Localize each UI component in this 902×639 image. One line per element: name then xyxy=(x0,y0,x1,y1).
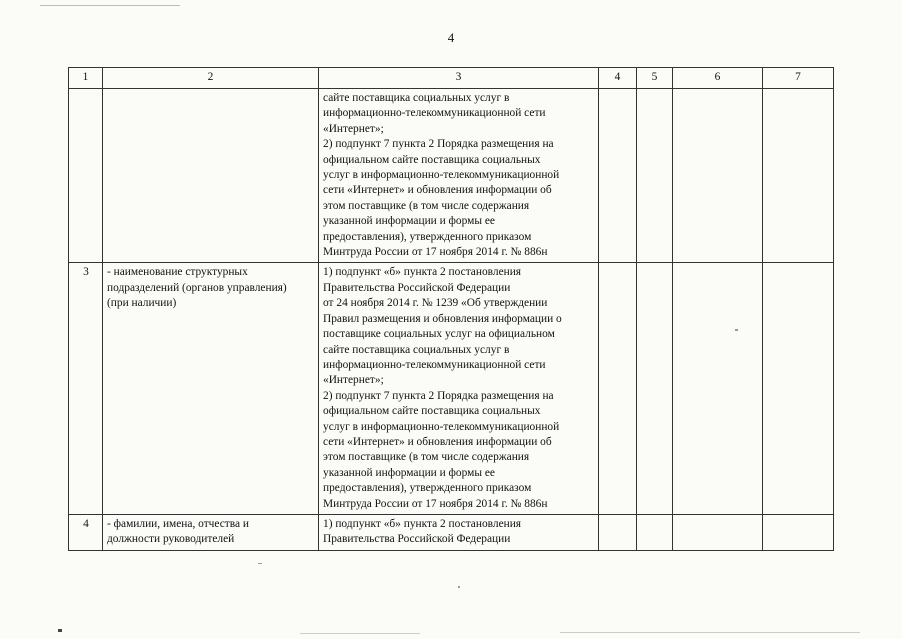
column-header: 1 xyxy=(69,68,103,89)
empty-cell xyxy=(763,89,834,263)
text-line: поставщике социальных услуг на официальном xyxy=(323,328,555,341)
text-line: сайте поставщика социальных услуг в xyxy=(323,92,510,104)
empty-cell xyxy=(673,263,763,515)
empty-cell xyxy=(599,89,637,263)
column-header: 6 xyxy=(673,68,763,89)
text-line: сайте поставщика социальных услуг в xyxy=(323,343,510,356)
text-line: указанной информации и формы ее xyxy=(323,466,495,479)
text-line: (при наличии) xyxy=(107,297,177,310)
text-line: предоставления), утвержденного приказом xyxy=(323,482,532,495)
text-line: Минтруда России от 17 ноября 2014 г. № 886н xyxy=(323,246,548,259)
legal-basis-cell xyxy=(319,89,599,263)
column-header: 2 xyxy=(103,68,319,89)
text-line: 2) подпункт 7 пункта 2 Порядка размещения на xyxy=(323,389,554,402)
scan-speck xyxy=(735,329,738,331)
text-line: 1) подпункт «б» пункта 2 постановления xyxy=(323,517,522,530)
text-line: информационно-телекоммуникационной сети xyxy=(323,358,546,371)
empty-cell xyxy=(673,89,763,263)
empty-cell xyxy=(763,514,834,550)
empty-cell xyxy=(637,263,673,515)
text-line: 1) подпункт «б» пункта 2 постановления xyxy=(323,266,522,279)
row-number: 3 xyxy=(69,263,103,515)
table-header-row xyxy=(69,68,834,89)
item-cell xyxy=(103,89,319,263)
text-line: услуг в информационно-телекоммуникационной xyxy=(323,420,560,433)
legal-basis-cell xyxy=(319,263,599,515)
text-line: этом поставщике (в том числе содержания xyxy=(323,451,530,464)
row-number xyxy=(69,89,103,263)
text-line: подразделений (органов управления) xyxy=(107,281,287,294)
text-line: от 24 ноября 2014 г. № 1239 «Об утверждении xyxy=(323,297,548,310)
table-row xyxy=(69,263,834,515)
column-header: 4 xyxy=(599,68,637,89)
page-number: 4 xyxy=(447,30,455,45)
column-header: 7 xyxy=(763,68,834,89)
column-header: 5 xyxy=(637,68,673,89)
scan-speck xyxy=(258,563,262,564)
text-line: Правительства Российской Федерации xyxy=(323,281,511,294)
text-line: Правил размещения и обновления информации о xyxy=(323,312,562,325)
table-row xyxy=(69,89,834,263)
text-line: услуг в информационно-телекоммуникационной xyxy=(323,169,560,182)
scan-speck xyxy=(58,629,62,632)
text-line: сети «Интернет» и обновления информации об xyxy=(323,435,552,448)
text-line: Правительства Российской Федерации xyxy=(323,533,511,546)
empty-cell xyxy=(637,89,673,263)
text-line: должности руководителей xyxy=(107,533,235,546)
scan-artifact-line xyxy=(300,633,420,634)
text-line: «Интернет»; xyxy=(323,122,384,135)
text-line: сети «Интернет» и обновления информации об xyxy=(323,184,552,197)
empty-cell xyxy=(673,514,763,550)
text-line: указанной информации и формы ее xyxy=(323,215,495,228)
table-row xyxy=(69,514,834,550)
empty-cell xyxy=(599,514,637,550)
text-line: - наименование структурных xyxy=(107,266,248,279)
text-line: «Интернет»; xyxy=(323,374,384,387)
scan-artifact-line xyxy=(40,5,180,6)
empty-cell xyxy=(599,263,637,515)
item-cell xyxy=(103,263,319,515)
requirements-table xyxy=(68,67,834,551)
text-line: информационно-телекоммуникационной сети xyxy=(323,107,546,120)
item-cell xyxy=(103,514,319,550)
column-header: 3 xyxy=(319,68,599,89)
empty-cell xyxy=(637,514,673,550)
text-line: - фамилии, имена, отчества и xyxy=(107,517,250,530)
text-line: предоставления), утвержденного приказом xyxy=(323,230,532,243)
text-line: этом поставщике (в том числе содержания xyxy=(323,199,530,212)
legal-basis-cell xyxy=(319,514,599,550)
text-line: Минтруда России от 17 ноября 2014 г. № 886н xyxy=(323,497,548,510)
empty-cell xyxy=(763,263,834,515)
row-number: 4 xyxy=(69,514,103,550)
text-line: официальном сайте поставщика социальных xyxy=(323,405,541,418)
scan-artifact-line xyxy=(560,632,860,633)
text-line: официальном сайте поставщика социальных xyxy=(323,153,541,166)
text-line: 2) подпункт 7 пункта 2 Порядка размещения на xyxy=(323,138,554,151)
scan-speck xyxy=(458,586,460,588)
